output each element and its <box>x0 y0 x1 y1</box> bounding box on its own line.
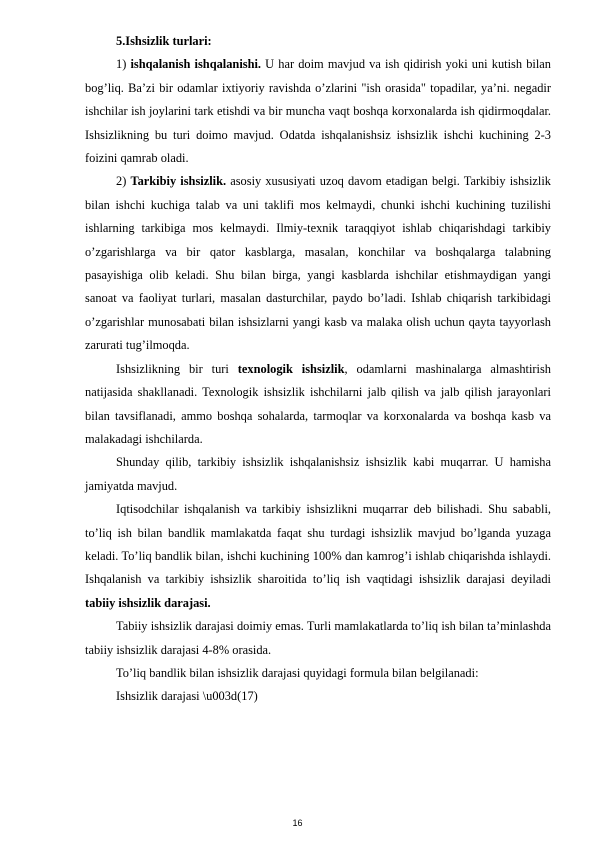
section-heading: 5.Ishsizlik turlari: <box>116 34 212 48</box>
paragraph-structural <box>85 170 551 357</box>
term-natural-rate: tabiiy ishsizlik darajasi. <box>85 595 211 610</box>
paragraph-number: 2) <box>116 174 131 189</box>
paragraph-text: asosiy xususiyati uzoq davom etadigan belgi. Tarkibiy ishsizlik bilan ishchi kuchiga talab va uni taklifi mos kelmaydi, chunki ishchi kuchining tuzilishi ishlarning tarkibiga mos kelmaydi. Ilmiy-texnik taraqqiyot ishlab chiqarishdagi tarkibiy o’zgarishlarga va bir qator kasblarga, masalan, konchilar va boshqalarga talabning pasayishiga olib keladi. Shu bilan birga, yangi kasblarda ishchilar etishmaydigan yangi sanoat va faoliyat turlari, masalan dasturchilar, paydo bo’ladi. Ishlab chiqarish tarkibidagi o’zgarishlar munosabati bilan ishsizlarni yangi kasb va malaka olish uchun qayta tayyorlash zarurati tug’ilmoqda. <box>85 174 551 353</box>
paragraph-inevitable: Shunday qilib, tarkibiy ishsizlik ishqalanishsiz ishsizlik kabi muqarrar. U hamisha jamiyatda mavjud. <box>85 455 551 493</box>
paragraph-formula-intro: To’liq bandlik bilan ishsizlik darajasi quyidagi formula bilan belgilanadi: <box>116 665 479 680</box>
paragraph-natural-rate <box>85 498 551 615</box>
paragraph-technological <box>85 358 551 452</box>
term-frictional: ishqalanish ishqalanishi. <box>130 57 262 72</box>
paragraph-text: , odamlarni mashinalarga almashtirish natijasida shakllanadi. Texnologik ishsizlik ishchilarni jalb qilish va jalb qilish jarayonlari bilan tavsiflanadi, ammo boshqa sohalarda, tarmoqlar va korxonalarda va boshqa kasb va malakadagi ishchilarda. <box>85 361 551 446</box>
paragraph-rate-range: Tabiiy ishsizlik darajasi doimiy emas. Turli mamlakatlarda to’liq ish bilan ta’minlashda tabiiy ishsizlik darajasi 4-8% orasida. <box>85 619 551 657</box>
paragraph-frictional <box>85 53 551 170</box>
page-number: 16 <box>292 818 303 828</box>
paragraph-text: Ishsizlikning bir turi <box>116 361 238 376</box>
paragraph-text: U har doim mavjud va ish qidirish yoki uni kutish bilan bog’liq. Ba’zi bir odamlar ixtiyoriy ravishda o’zlarini "ish orasida" topadilar, ya’ni. negadir ishchilar ish joylarini tark etishdi va bir muncha vaqt boshqa korxonalarda ish qidirmoqdalar. Ishsizlikning bu turi doimo mavjud. Odatda ishqalanishsiz ishsizlik ishchi kuchining 2-3 foizini qamrab oladi. <box>85 57 551 166</box>
paragraph-formula: Ishsizlik darajasi \u003d(17) <box>116 689 258 704</box>
paragraph-text: Iqtisodchilar ishqalanish va tarkibiy ishsizlikni muqarrar deb bilishadi. Shu sababli, to’liq ish bilan bandlik mamlakatda faqat shu turdagi ishsizlik mavjud bo’lganda yuzaga keladi. To’liq bandlik bilan, ishchi kuchining 100% dan kamrog’i ishlab chiqarishda ishlaydi. Ishqalanish va tarkibiy ishsizlik sharoitida to’liq ish vaqtidagi ishsizlik darajasi deyiladi <box>85 502 551 587</box>
term-structural: Tarkibiy ishsizlik. <box>130 174 227 189</box>
term-technological: texnologik ishsizlik <box>237 361 345 376</box>
paragraph-number: 1) <box>116 57 131 72</box>
document-page <box>85 30 551 709</box>
